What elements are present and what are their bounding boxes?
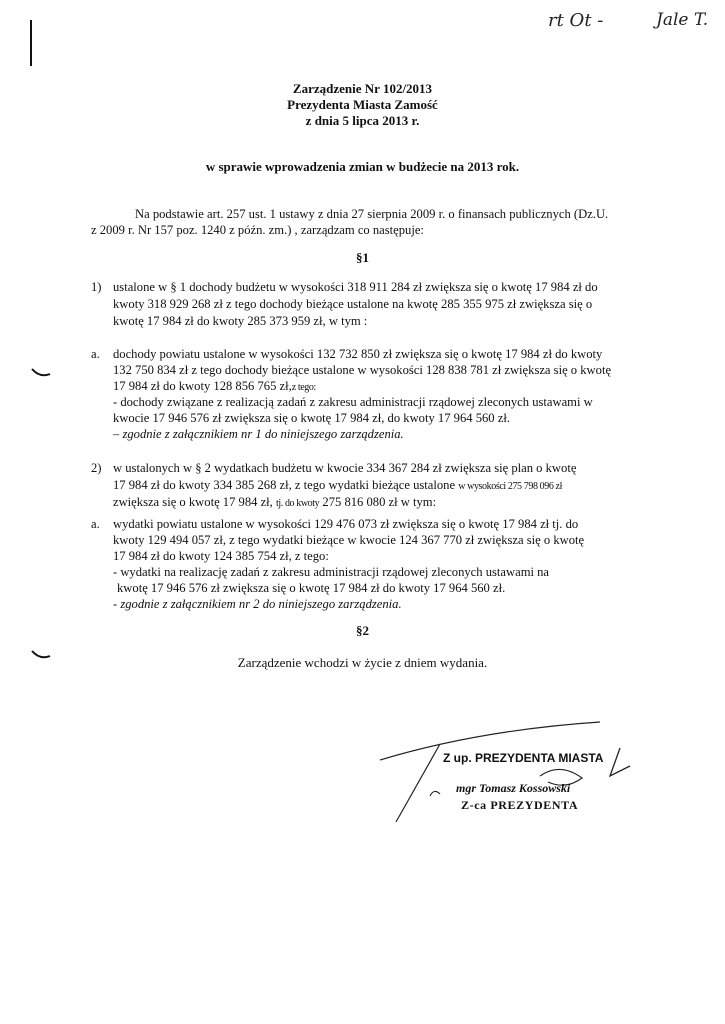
handwritten-note-right: Jale T.: [656, 10, 709, 30]
item-2a-line-2: kwoty 129 494 057 zł, z tego wydatki bieżące w kwocie 124 367 770 zł zwiększa się o kwotę: [113, 533, 585, 547]
section-2-heading: §2: [356, 623, 369, 638]
stamp-line-1: Z up. PREZYDENTA MIASTA: [443, 751, 604, 765]
intro-line-2: z 2009 r. Nr 157 poz. 1240 z późn. zm.) , zarządzam co następuje:: [91, 223, 424, 237]
item-1a-note: – zgodnie z załącznikiem nr 1 do niniejszego zarządzenia.: [113, 427, 404, 441]
item-1-line-2: kwoty 318 929 268 zł z tego dochody bieżące ustalone na kwotę 285 355 975 zł zwiększa się o: [113, 297, 593, 311]
item-2-line-2-text: 17 984 zł do kwoty 334 385 268 zł, z tego wydatki bieżące ustalone: [113, 478, 456, 492]
document-subject: w sprawie wprowadzenia zmian w budżecie na 2013 rok.: [205, 159, 520, 174]
item-1a-line-2: 132 750 834 zł z tego dochody bieżące ustalone w wysokości 128 838 781 zł zwiększa się o kwotę: [113, 363, 612, 377]
item-2a-note: - zgodnie z załącznikiem nr 2 do niniejszego zarządzenia.: [113, 597, 402, 611]
item-2a-line-3: 17 984 zł do kwoty 124 385 754 zł, z tego:: [113, 549, 329, 563]
item-2-label: 2): [91, 461, 102, 475]
margin-bar: [30, 20, 32, 66]
item-2a-label: a.: [91, 517, 100, 531]
section-2-text: Zarządzenie wchodzi w życie z dniem wydania.: [237, 655, 488, 670]
section-1-heading: §1: [356, 250, 369, 265]
stamp-line-3: Z-ca PREZYDENTA: [461, 798, 579, 812]
item-2a-line-4: - wydatki na realizację zadań z zakresu administracji rządowej zleconych ustawami na: [113, 565, 550, 579]
item-1-line-1: ustalone w § 1 dochody budżetu w wysokości 318 911 284 zł zwiększa się o kwotę 17 984 zł do: [113, 280, 598, 294]
item-2-line-3-mid: tj. do kwoty: [275, 498, 320, 509]
item-1a-label: a.: [91, 347, 100, 361]
item-1a-line-4: - dochody związane z realizacją zadań z zakresu administracji rządowej zleconych ustawami w: [113, 395, 593, 409]
stamp-line-2: mgr Tomasz Kossowski: [456, 781, 571, 795]
item-2-line-3-text: zwiększa się o kwotę 17 984 zł,: [113, 495, 273, 509]
item-2a-line-1: wydatki powiatu ustalone w wysokości 129 476 073 zł zwiększa się o kwotę 17 984 zł tj. do: [113, 517, 579, 531]
item-1-line-3: kwotę 17 984 zł do kwoty 285 373 959 zł, w tym :: [113, 314, 368, 328]
item-2-line-2-suffix: w wysokości 275 798 096 zł: [458, 481, 562, 492]
handwritten-note-left: rt Ot -: [548, 10, 604, 31]
item-1a-line-1: dochody powiatu ustalone w wysokości 132 732 850 zł zwiększa się o kwotę 17 984 zł do kwoty: [113, 347, 603, 361]
item-1a-line-3-text: 17 984 zł do kwoty 128 856 765 zł,: [113, 379, 292, 393]
item-2-line-3-end: 275 816 080 zł w tym:: [322, 495, 437, 509]
margin-tick-1: [30, 366, 52, 380]
intro-line-1: Na podstawie art. 257 ust. 1 ustawy z dnia 27 sierpnia 2009 r. o finansach publicznych (Dz.U.: [135, 207, 609, 221]
item-2-line-2: [113, 477, 562, 495]
item-2-line-3: [113, 494, 436, 512]
document-date: z dnia 5 lipca 2013 r.: [305, 113, 420, 128]
item-2-line-1: w ustalonych w § 2 wydatkach budżetu w kwocie 334 367 284 zł zwiększa się plan o kwotę: [113, 461, 577, 475]
item-1-label: 1): [91, 280, 102, 294]
item-1a-line-3-suffix: z tego:: [291, 382, 316, 393]
item-1a-line-5: kwocie 17 946 576 zł zwiększa się o kwotę 17 984 zł, do kwoty 17 964 560 zł.: [113, 411, 510, 425]
item-2a-line-5: kwotę 17 946 576 zł zwiększa się o kwotę 17 984 zł do kwoty 17 964 560 zł.: [117, 581, 506, 595]
document-issuer: Prezydenta Miasta Zamość: [287, 97, 438, 112]
document-title: Zarządzenie Nr 102/2013: [292, 81, 433, 96]
